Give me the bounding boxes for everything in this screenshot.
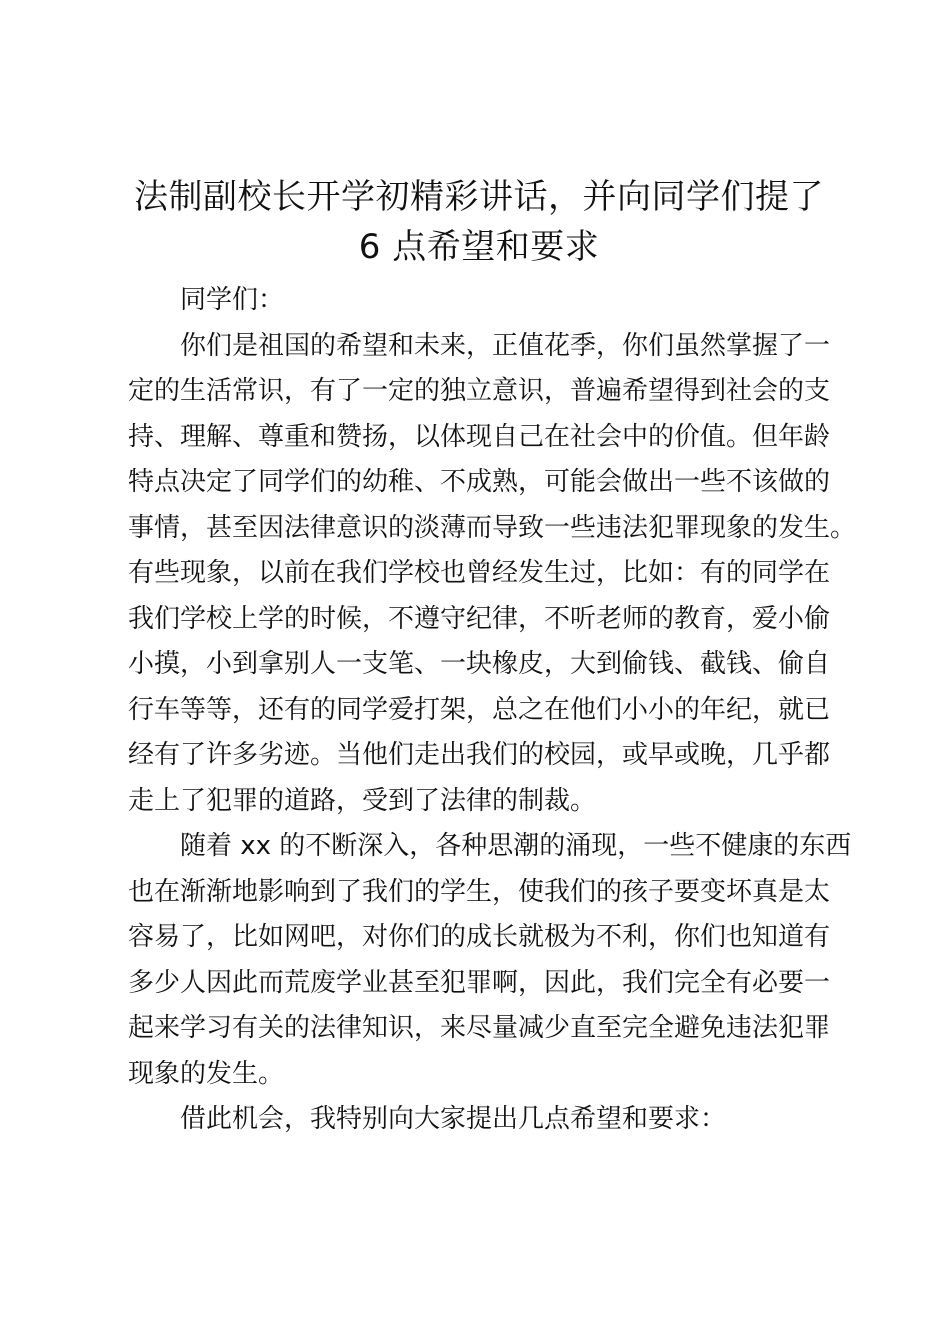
paragraph-line: 有些现象，以前在我们学校也曾经发生过，比如：有的同学在	[128, 558, 831, 588]
paragraph-3	[128, 1097, 838, 1143]
paragraph-line: 你们是祖国的希望和未来，正值花季，你们虽然掌握了一	[180, 330, 831, 361]
title-line-2: 6 点希望和要求	[358, 227, 600, 267]
paragraph-line: 事情，甚至因法律意识的淡薄而导致一些违法犯罪现象的发生。	[128, 512, 857, 543]
paragraph-line: 小摸，小到拿别人一支笔、一块橡皮，大到偷钱、截钱、偷自	[128, 649, 831, 679]
paragraph-line: 多少人因此而荒废学业甚至犯罪啊，因此，我们完全有必要一	[128, 967, 831, 998]
document-body	[128, 278, 857, 1143]
paragraph-line: 我们学校上学的时候，不遵守纪律，不听老师的教育，爱小偷	[128, 603, 831, 634]
paragraph-line: 走上了犯罪的道路，受到了法律的制裁。	[128, 785, 597, 816]
greeting: 同学们：	[180, 285, 285, 315]
paragraph-line: 现象的发生。	[128, 1058, 285, 1089]
paragraph-line: 也在渐渐地影响到了我们的学生，使我们的孩子要变坏真是太	[128, 876, 831, 907]
paragraph-line: 借此机会，我特别向大家提出几点希望和要求：	[180, 1104, 727, 1134]
document-title	[118, 172, 840, 272]
paragraph-line: 持、理解、尊重和赞扬，以体现自己在社会中的价值。但年龄	[128, 421, 831, 452]
paragraph-line: 定的生活常识，有了一定的独立意识，普遍希望得到社会的支	[128, 376, 831, 406]
title-line-1: 法制副校长开学初精彩讲话，并向同学们提了	[134, 177, 824, 217]
paragraph-line: 经有了许多劣迹。当他们走出我们的校园，或早或晚，几乎都	[128, 740, 831, 770]
paragraph-line: 随着 xx 的不断深入，各种思潮的涌现，一些不健康的东西	[180, 831, 852, 861]
paragraph-line: 行车等等，还有的同学爱打架，总之在他们小小的年纪，就已	[128, 694, 831, 725]
paragraph-2	[128, 824, 852, 1097]
paragraph-line: 特点决定了同学们的幼稚、不成熟，可能会做出一些不该做的	[128, 467, 831, 497]
paragraph-line: 容易了，比如网吧，对你们的成长就极为不利，你们也知道有	[128, 922, 831, 952]
paragraph-1	[128, 324, 857, 825]
paragraph-line: 起来学习有关的法律知识，来尽量减少直至完全避免违法犯罪	[128, 1013, 831, 1043]
